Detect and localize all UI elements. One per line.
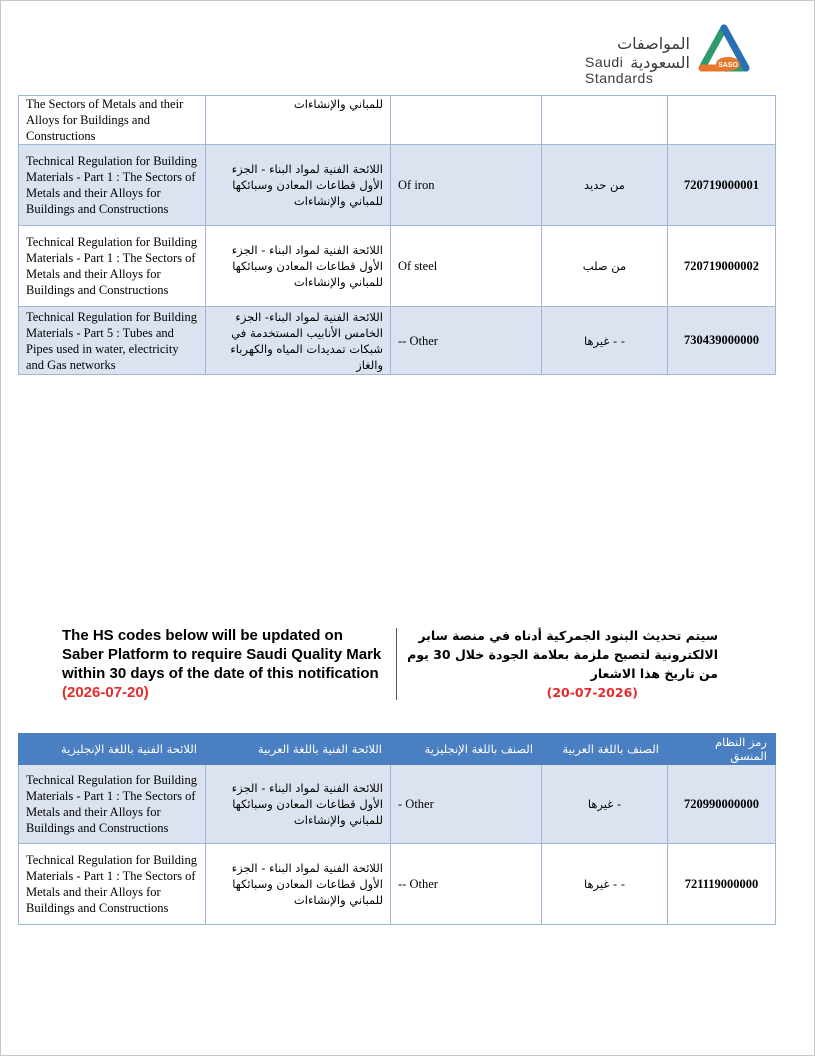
logo-badge-text: SASO <box>718 62 738 69</box>
table-row <box>19 307 776 375</box>
hs-code-cell: 720719000002 <box>668 226 776 307</box>
saso-logo <box>585 24 750 86</box>
regulation-ar-cell: اللائحة الفنية لمواد البناء - الجزء الأول قطاعات المعادن وسبائكها للمباني والإنشاءات <box>206 226 391 307</box>
notice-english-date: (2026-07-20) <box>62 684 149 701</box>
regulation-en-cell: Technical Regulation for Building Materials - Part 1 : The Sectors of Metals and their Alloys for Buildings and Constructions <box>19 844 206 925</box>
regulation-ar-cell: اللائحة الفنية لمواد البناء- الجزء الخامس الأنابيب المستخدمة في شبكات تمديدات المياه والكهرباء والغاز <box>206 307 391 375</box>
class-en-cell: Of iron <box>391 145 542 226</box>
class-ar-cell <box>542 96 668 145</box>
class-ar-cell: من حديد <box>542 145 668 226</box>
hs-code-cell: 721119000000 <box>668 844 776 925</box>
hs-code-cell: 720719000001 <box>668 145 776 226</box>
regulation-en-cell: The Sectors of Metals and their Alloys for Buildings and Constructions <box>19 96 206 145</box>
logo-arabic-name: المواصفات السعودية <box>617 34 690 72</box>
class-ar-cell: - - غيرها <box>542 307 668 375</box>
class-en-cell: Of steel <box>391 226 542 307</box>
hs-code-cell: 720990000000 <box>668 765 776 844</box>
regulation-en-cell: Technical Regulation for Building Materials - Part 1 : The Sectors of Metals and their Alloys for Buildings and Constructions <box>19 145 206 226</box>
regulation-ar-cell: اللائحة الفنية لمواد البناء - الجزء الأول قطاعات المعادن وسبائكها للمباني والإنشاءات <box>206 765 391 844</box>
regulation-ar-cell: اللائحة الفنية لمواد البناء - الجزء الأول قطاعات المعادن وسبائكها للمباني والإنشاءات <box>206 145 391 226</box>
notice-divider <box>396 628 397 700</box>
notice-arabic-text: سيتم تحديث البنود الجمركية أدناه في منصة سابر الالكترونية لتصبح ملزمة بعلامة الجودة خلال 30 يوم من تاريخ هذا الاشعار <box>407 628 718 681</box>
notice-arabic-date: (20-07-2026) <box>546 685 638 700</box>
regulation-en-cell: Technical Regulation for Building Materials - Part 1 : The Sectors of Metals and their Alloys for Buildings and Constructions <box>19 226 206 307</box>
hs-code-cell: 730439000000 <box>668 307 776 375</box>
regulation-ar-cell: اللائحة الفنية لمواد البناء - الجزء الأول قطاعات المعادن وسبائكها للمباني والإنشاءات <box>206 844 391 925</box>
table-row <box>19 96 776 145</box>
table-row <box>19 145 776 226</box>
notice-english-text: The HS codes below will be updated on Saber Platform to require Saudi Quality Mark within 30 days of the date of this notification <box>62 627 382 682</box>
class-ar-cell: من صلب <box>542 226 668 307</box>
regulation-en-cell: Technical Regulation for Building Materials - Part 5 : Tubes and Pipes used in water, electricity and Gas networks <box>19 307 206 375</box>
header-class-en: الصنف باللغة الإنجليزية <box>391 734 542 765</box>
hs-code-cell <box>668 96 776 145</box>
regulation-en-cell: Technical Regulation for Building Materials - Part 1 : The Sectors of Metals and their Alloys for Buildings and Constructions <box>19 765 206 844</box>
header-class-ar: الصنف باللغة العربية <box>542 734 668 765</box>
table-header-row <box>19 734 776 765</box>
class-en-cell: -- Other <box>391 307 542 375</box>
hs-codes-table <box>18 733 776 925</box>
notice-arabic <box>400 626 718 702</box>
class-en-cell <box>391 96 542 145</box>
class-ar-cell: - غيرها <box>542 765 668 844</box>
class-ar-cell: - - غيرها <box>542 844 668 925</box>
class-en-cell: -- Other <box>391 844 542 925</box>
header-hs-code: رمز النظام المنسق <box>668 734 776 765</box>
table-row <box>19 765 776 844</box>
regulation-ar-cell: للمباني والإنشاءات <box>206 96 391 145</box>
class-en-cell: - Other <box>391 765 542 844</box>
notice-english <box>62 626 382 702</box>
header-regulation-en: اللائحة الفنية باللغة الإنجليزية <box>19 734 206 765</box>
header-regulation-ar: اللائحة الفنية باللغة العربية <box>206 734 391 765</box>
table-row <box>19 844 776 925</box>
saso-emblem-icon <box>698 24 750 76</box>
hs-codes-table-continued <box>18 95 776 375</box>
table-row <box>19 226 776 307</box>
logo-english-name: Saudi Standards <box>585 54 654 86</box>
